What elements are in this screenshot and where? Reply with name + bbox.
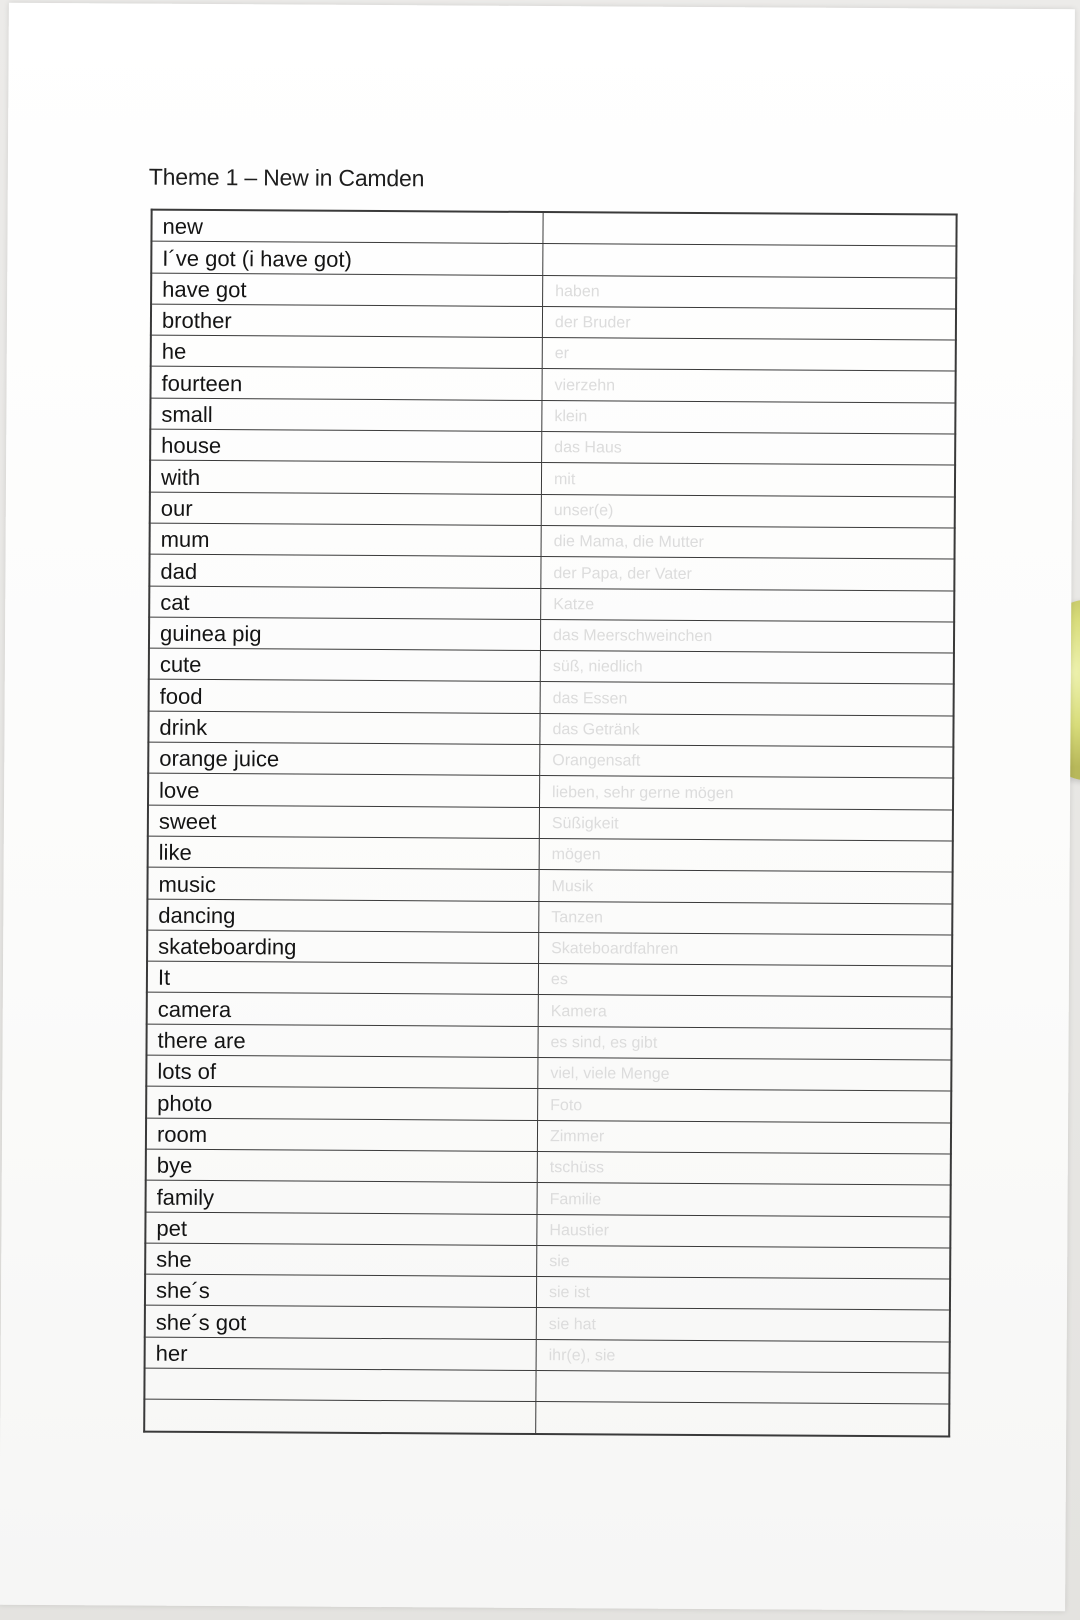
translation-cell bbox=[536, 1370, 950, 1404]
english-word: room bbox=[146, 1118, 538, 1152]
table-row bbox=[146, 1055, 951, 1091]
translation-cell: vierzehn bbox=[542, 369, 956, 403]
english-word: I´ve got (i have got) bbox=[151, 241, 543, 275]
worksheet-page bbox=[0, 3, 1075, 1611]
english-word: lots of bbox=[146, 1055, 538, 1089]
table-row bbox=[149, 617, 954, 653]
translation-cell: haben bbox=[543, 275, 957, 309]
english-word: dancing bbox=[147, 899, 539, 933]
translation-cell: Süßigkeit bbox=[539, 807, 953, 841]
table-row bbox=[149, 648, 954, 684]
english-word: camera bbox=[147, 993, 539, 1027]
table-row bbox=[150, 461, 955, 497]
table-row bbox=[148, 836, 953, 872]
english-word: mum bbox=[150, 523, 542, 557]
table-row bbox=[147, 993, 952, 1029]
english-word: small bbox=[150, 398, 542, 432]
translation-cell: das Essen bbox=[540, 682, 954, 716]
translation-cell: Kamera bbox=[538, 995, 952, 1029]
translation-cell: Musik bbox=[539, 870, 953, 904]
translation-cell: süß, niedlich bbox=[540, 651, 954, 685]
table-row bbox=[145, 1274, 950, 1310]
vocabulary-table bbox=[143, 209, 957, 1437]
translation-cell: Familie bbox=[537, 1183, 951, 1217]
english-word: drink bbox=[148, 711, 540, 745]
worksheet-title: Theme 1 – New in Camden bbox=[148, 163, 425, 192]
table-row bbox=[144, 1399, 949, 1436]
table-row bbox=[151, 210, 956, 247]
translation-cell: tschüss bbox=[537, 1151, 951, 1185]
table-row bbox=[144, 1368, 949, 1404]
table-row bbox=[147, 899, 952, 935]
english-word: music bbox=[147, 867, 539, 901]
table-row bbox=[150, 367, 955, 403]
english-word: she´s got bbox=[145, 1306, 537, 1340]
table-row bbox=[151, 241, 956, 277]
translation-cell: Skateboardfahren bbox=[539, 932, 953, 966]
translation-cell: es sind, es gibt bbox=[538, 1026, 952, 1060]
english-word: cute bbox=[149, 648, 541, 682]
english-word: dad bbox=[149, 554, 541, 588]
table-row bbox=[145, 1243, 950, 1279]
translation-cell: Foto bbox=[538, 1089, 952, 1123]
english-word: pet bbox=[145, 1212, 537, 1246]
translation-cell: der Bruder bbox=[542, 306, 956, 340]
translation-cell: Tanzen bbox=[539, 901, 953, 935]
translation-cell bbox=[543, 244, 957, 278]
english-word: It bbox=[147, 961, 539, 995]
english-word: have got bbox=[151, 273, 543, 307]
table-row bbox=[148, 742, 953, 778]
translation-cell: viel, viele Menge bbox=[538, 1058, 952, 1092]
table-row bbox=[150, 398, 955, 434]
english-word: our bbox=[150, 492, 542, 526]
table-row bbox=[150, 523, 955, 559]
table-row bbox=[149, 554, 954, 590]
translation-cell: klein bbox=[542, 400, 956, 434]
table-row bbox=[151, 304, 956, 340]
english-word: house bbox=[150, 429, 542, 463]
english-word: cat bbox=[149, 586, 541, 620]
table-row bbox=[145, 1212, 950, 1248]
translation-cell: sie ist bbox=[536, 1277, 950, 1311]
translation-cell: lieben, sehr gerne mögen bbox=[539, 776, 953, 810]
english-word: new bbox=[151, 210, 543, 244]
english-word: he bbox=[151, 335, 543, 369]
table-row bbox=[145, 1306, 950, 1342]
table-row bbox=[145, 1337, 950, 1373]
table-row bbox=[149, 680, 954, 716]
translation-cell bbox=[543, 212, 957, 246]
translation-cell: Haustier bbox=[537, 1214, 951, 1248]
translation-cell: sie hat bbox=[536, 1308, 950, 1342]
english-word bbox=[144, 1399, 536, 1433]
table-row bbox=[148, 773, 953, 809]
table-row bbox=[147, 930, 952, 966]
english-word: bye bbox=[146, 1149, 538, 1183]
translation-cell: Zimmer bbox=[537, 1120, 951, 1154]
english-word: family bbox=[146, 1180, 538, 1214]
table-row bbox=[146, 1024, 951, 1060]
table-row bbox=[148, 711, 953, 747]
english-word: sweet bbox=[148, 805, 540, 839]
translation-cell: das Haus bbox=[542, 432, 956, 466]
translation-cell: sie bbox=[537, 1245, 951, 1279]
table-row bbox=[150, 429, 955, 465]
translation-cell: der Papa, der Vater bbox=[541, 557, 955, 591]
english-word: there are bbox=[146, 1024, 538, 1058]
english-word: with bbox=[150, 461, 542, 495]
english-word bbox=[144, 1368, 536, 1402]
english-word: she´s bbox=[145, 1274, 537, 1308]
table-row bbox=[146, 1086, 951, 1122]
table-row bbox=[151, 273, 956, 309]
english-word: photo bbox=[146, 1086, 538, 1120]
translation-cell: mögen bbox=[539, 838, 953, 872]
table-row bbox=[146, 1149, 951, 1185]
table-row bbox=[150, 492, 955, 528]
translation-cell: er bbox=[542, 338, 956, 372]
english-word: her bbox=[145, 1337, 537, 1371]
english-word: food bbox=[149, 680, 541, 714]
translation-cell: das Getränk bbox=[540, 713, 954, 747]
english-word: guinea pig bbox=[149, 617, 541, 651]
translation-cell: es bbox=[538, 964, 952, 998]
table-row bbox=[146, 1118, 951, 1154]
translation-cell: unser(e) bbox=[541, 494, 955, 528]
translation-cell: das Meerschweinchen bbox=[540, 619, 954, 653]
translation-cell: Katze bbox=[541, 588, 955, 622]
vocabulary-table-body bbox=[144, 210, 956, 1436]
english-word: love bbox=[148, 773, 540, 807]
translation-cell: mit bbox=[541, 463, 955, 497]
table-row bbox=[147, 961, 952, 997]
translation-cell: die Mama, die Mutter bbox=[541, 525, 955, 559]
table-row bbox=[146, 1180, 951, 1216]
english-word: she bbox=[145, 1243, 537, 1277]
english-word: skateboarding bbox=[147, 930, 539, 964]
table-row bbox=[149, 586, 954, 622]
table-row bbox=[148, 805, 953, 841]
table-row bbox=[147, 867, 952, 903]
translation-cell: ihr(e), sie bbox=[536, 1339, 950, 1373]
english-word: like bbox=[148, 836, 540, 870]
english-word: fourteen bbox=[150, 367, 542, 401]
english-word: orange juice bbox=[148, 742, 540, 776]
translation-cell bbox=[536, 1402, 950, 1436]
table-row bbox=[151, 335, 956, 371]
translation-cell: Orangensaft bbox=[540, 745, 954, 779]
english-word: brother bbox=[151, 304, 543, 338]
